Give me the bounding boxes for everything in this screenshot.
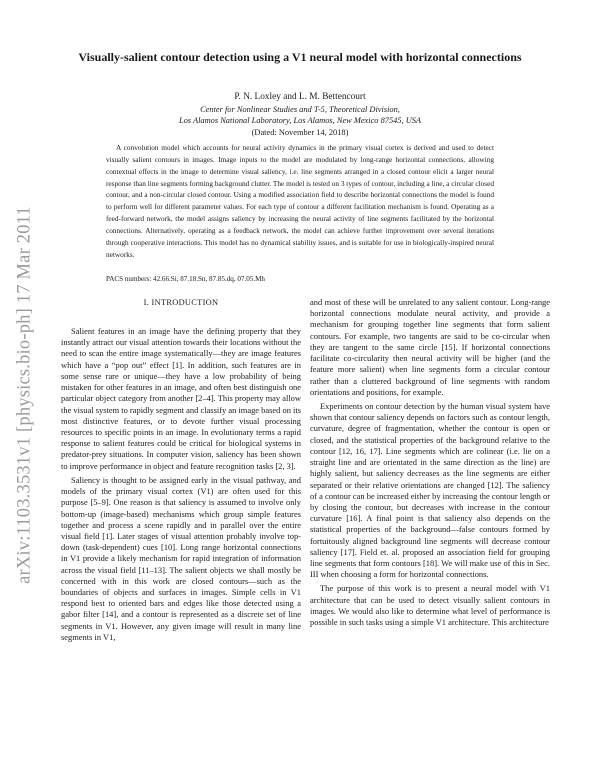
body-paragraph: Salient features in an image have the defining property that they instantly attract our visual attention towards their locations without the need to scan the entire image systematically—they are image features which have a “pop out” effect [1]. In addition, such features are in some sense rare or unique—they have a low probability of being mistaken for other features in an image, and often best distinguish one particular object category from another [2–4]. This property may allow the visual system to rapidly segment and classify an image based on its most distinctive features, or to devote further visual processing resources to specific points in an image. In evolutionary terms a rapid response to salient features could be critical for biological systems in predator-prey situations. In computer vision, saliency has been shown to improve performance in object and feature recognition tasks [2, 3]. [61, 326, 301, 471]
pacs-numbers: PACS numbers: 42.66.Si, 87.18.Sn, 87.85.dq, 07.05.Mh [106, 275, 265, 283]
affiliation-line-1: Center for Nonlinear Studies and T-5, Theoretical Division, [200, 105, 400, 114]
body-column-left [61, 297, 301, 646]
body-paragraph: Experiments on contour detection by the human visual system have shown that contour saliency depends on factors such as contour length, curvature, degree of fragmentation, whether the contour is open or closed, and the statistical properties of the background relative to the contour [12, 16, 17]. Line segments which are colinear (i.e. lie on a straight line and are orientated in the same direction as the line) are highly salient, but saliency decreases as the line segments are either separated or their relative orientations are changed [12]. The saliency of a contour can be increased either by increasing the contour length or by closing the contour, but decreases with increase in the contour curvature [16]. A final point is that saliency also depends on the statistical properties of the background—false contours formed by fortuitously aligned background line segments will decrease contour saliency [17]. Field et. al. proposed an association field for grouping line segments that form contours [18]. We will make use of this in Sec. III when choosing a form for horizontal connections. [310, 400, 550, 580]
paper-date: (Dated: November 14, 2018) [251, 128, 349, 137]
arxiv-identifier-text: arXiv:1103.3531v1 [physics.bio-ph] 17 Mar 2011 [14, 206, 35, 584]
body-paragraph: The purpose of this work is to present a neural model with V1 architecture that can be used to detect visually salient contours in images. We would also like to determine what level of performance is possible in such tasks using a simple V1 architecture. This architecture [310, 583, 550, 628]
paper-title: Visually-salient contour detection using a V1 neural model with horizontal connections [78, 50, 522, 64]
author-affiliation [60, 104, 540, 126]
section-heading-introduction: I. INTRODUCTION [143, 298, 219, 307]
body-column-right [310, 297, 550, 631]
arxiv-identifier-stamp [8, 206, 42, 584]
body-paragraph: Saliency is thought to be assigned early in the visual pathway, and models of the primary visual cortex (V1) are often used for this purpose [5–9]. One reason is that saliency is assumed to involve only bottom-up (image-based) mechanisms which group simple features together and process a scene rapidly and in parallel over the entire visual field [1]. Later stages of visual attention probably involve top-down (task-dependent) cues [10]. Long range horizontal connections in V1 provide a likely mechanism for rapid integration of information across the visual field [11–13]. The salient objects we shall mostly be concerned with in this work are closed contours—such as the boundaries of objects and surfaces in images. Simple cells in V1 respond best to oriented bars and edges like those detected using a gabor filter [14], and a contour is represented as a discrete set of line segments in V1. However, any given image will result in many line segments in V1, [61, 474, 301, 642]
abstract: A convolution model which accounts for neural activity dynamics in the primary visual cortex is derived and used to detect visually salient contours in images. Image inputs to the model are modulated by long-range horizontal connections, allowing contextual effects in the image to determine visual saliency, i.e. line segments arranged in a closed contour elicit a larger neural response than line segments forming background clutter. The model is tested on 3 types of contour, including a line, a circular closed contour, and a non-circular closed contour. Using a modified association field to describe horizontal connections the model is found to perform well for different parameter values. For each type of contour a different facilitation mechanism is found. Operating as a feed-forward network, the model assigns saliency by increasing the neural activity of line segments facilitated by the horizontal connections. Alternatively, operating as a feedback network, the model can achieve further improvement over several iterations through cooperative interactions. This model has no dynamical stability issues, and is suitable for use in biologically-inspired neural networks. [106, 143, 494, 259]
body-paragraph: and most of these will be unrelated to any salient contour. Long-range horizontal connections modulate neural activity, and provide a mechanism for grouping together line segments that form salient contours. For example, two tangents are said to be co-circular when they are tangent to the same circle [15]. If horizontal connections facilitate co-circularity then neural activity will be higher (and the feature more salient) when line segments form a circular contour rather than a cluttered background of line segments with random orientations and positions, for example. [310, 297, 550, 397]
affiliation-line-2: Los Alamos National Laboratory, Los Alamos, New Mexico 87545, USA [178, 116, 422, 125]
paper-authors: P. N. Loxley and L. M. Bettencourt [234, 92, 366, 102]
